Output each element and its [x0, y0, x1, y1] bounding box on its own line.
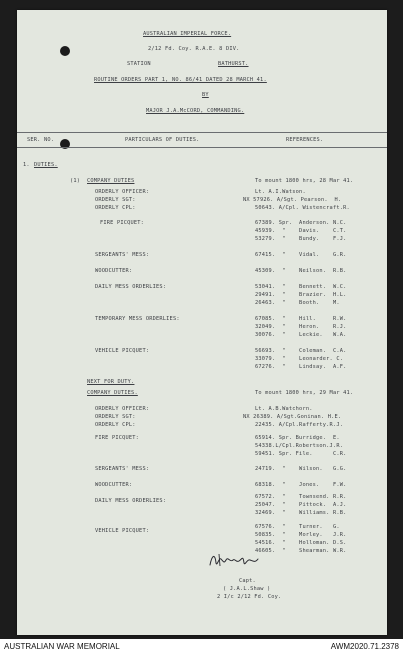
- orderly-cpl-label: ORDERLY CPL:: [95, 205, 136, 211]
- orderly-cpl-value-2: 22435. A/Cpl.Rafferty.R.J.: [255, 422, 344, 428]
- woodcutter-label: WOODCUTTER:: [95, 268, 133, 274]
- sergeants-mess-label: SERGEANTS' MESS:: [95, 252, 150, 258]
- list-item: 32469. " Williams. R.B.: [255, 510, 347, 516]
- station-value: BATHURST.: [218, 61, 249, 67]
- signature-rank: Capt.: [239, 578, 256, 584]
- orderly-sgt-value-2: NX 26389. A/Sgt.Goninan. H.E.: [243, 414, 342, 420]
- orderly-cpl-label-2: ORDERLY CPL:: [95, 422, 136, 428]
- daily-mess-label: DAILY MESS ORDERLIES:: [95, 284, 167, 290]
- header-unit: 2/12 Fd. Coy. R.A.E. 8 DIV.: [148, 46, 240, 52]
- list-item: 26463. " Booth. M.: [255, 300, 340, 306]
- orderly-officer-label: ORDERLY OFFICER:: [95, 189, 150, 195]
- column-header-rule-top: [17, 132, 387, 133]
- vehicle-picquet-label-2: VEHICLE PICQUET:: [95, 528, 150, 534]
- company-duties-heading-2: COMPANY DUTIES.: [87, 390, 138, 396]
- woodcutter-value-2: 68318. " Jones. F.W.: [255, 482, 347, 488]
- list-item: 67572. " Townsend. R.R.: [255, 494, 347, 500]
- list-item: 25047. " Pittock. A.J.: [255, 502, 347, 508]
- mount-time-2: To mount 1800 hrs, 29 Mar 41.: [255, 390, 354, 396]
- punch-hole-top: [60, 46, 70, 56]
- daily-mess-label-2: DAILY MESS ORDERLIES:: [95, 498, 167, 504]
- list-item: 67085. " Hill. R.W.: [255, 316, 347, 322]
- sergeants-mess-value-2: 24719. " Wilson. G.G.: [255, 466, 347, 472]
- signature-unit: 2 I/c 2/12 Fd. Coy.: [217, 594, 282, 600]
- signature-name: ( J.A.L.Shaw ): [223, 586, 271, 592]
- mount-time: To mount 1800 hrs, 28 Mar 41.: [255, 178, 354, 184]
- sergeants-mess-value: 67415. " Vidal. G.R.: [255, 252, 347, 258]
- list-item: 32049. " Heron. R.J.: [255, 324, 347, 330]
- by-label: BY: [202, 92, 209, 98]
- list-item: 46605. " Shearman. W.R.: [255, 548, 347, 554]
- woodcutter-label-2: WOODCUTTER:: [95, 482, 133, 488]
- archive-footer: [0, 639, 403, 653]
- section-title: DUTIES.: [34, 162, 58, 168]
- list-item: 30076. " Leckie. W.A.: [255, 332, 347, 338]
- list-item: 54338.L/Cpl.Robertson.J.R.: [255, 443, 344, 449]
- orderly-sgt-value: NX 57926. A/Sgt. Pearson. H.: [243, 197, 342, 203]
- header-title: AUSTRALIAN IMPERIAL FORCE.: [143, 31, 232, 37]
- footer-accession-number: AWM2020.71.2378: [330, 642, 399, 651]
- document-page: [17, 10, 387, 635]
- next-for-duty-heading: NEXT FOR DUTY.: [87, 379, 135, 385]
- fire-picquet-label-2: FIRE PICQUET:: [95, 435, 140, 441]
- list-item: 65914. Spr. Burridge. E.: [255, 435, 340, 441]
- list-item: 53279. " Bundy. F.J.: [255, 236, 347, 242]
- station-label: STATION: [127, 61, 151, 67]
- list-item: 56693. " Coleman. C.A.: [255, 348, 347, 354]
- temporary-mess-label: TEMPORARY MESS ORDERLIES:: [95, 316, 180, 322]
- list-item: 54516. " Holloman. D.S.: [255, 540, 347, 546]
- list-item: 29491. " Brazier. H.L.: [255, 292, 347, 298]
- orderly-sgt-label-2: ORDERLY SGT:: [95, 414, 136, 420]
- list-item: 67276. " Lindsay. A.F.: [255, 364, 347, 370]
- column-particulars: PARTICULARS OF DUTIES.: [125, 137, 200, 143]
- woodcutter-value: 45309. " Neilson. R.B.: [255, 268, 347, 274]
- list-item: 33079. " Leonarder. C.: [255, 356, 344, 362]
- list-item: 67576. " Turner. G.: [255, 524, 340, 530]
- subsection-number: (1): [70, 178, 81, 184]
- handwritten-signature: [206, 551, 266, 569]
- orderly-cpl-value: 50643. A/Cpl. Wistencraft.R.: [255, 205, 350, 211]
- list-item: 53041. " Bennett. W.C.: [255, 284, 347, 290]
- orderly-officer-label-2: ORDERLY OFFICER:: [95, 406, 150, 412]
- commanding-officer: MAJOR J.A.McCORD, COMMANDING.: [146, 108, 245, 114]
- orderly-sgt-label: ORDERLY SGT:: [95, 197, 136, 203]
- vehicle-picquet-label: VEHICLE PICQUET:: [95, 348, 150, 354]
- company-duties-heading: COMPANY DUTIES: [87, 178, 135, 184]
- fire-picquet-label: FIRE PICQUET:: [100, 220, 145, 226]
- orders-title: ROUTINE ORDERS PART 1, NO. 86/41 DATED 28 MARCH 41.: [94, 77, 267, 83]
- section-number: 1.: [23, 162, 30, 168]
- column-ser-no: SER. NO.: [27, 137, 55, 143]
- list-item: 67389. Spr. Anderson. N.C.: [255, 220, 347, 226]
- list-item: 45939. " Davis. C.T.: [255, 228, 347, 234]
- column-references: REFERENCES.: [286, 137, 324, 143]
- footer-institution: AUSTRALIAN WAR MEMORIAL: [4, 642, 120, 651]
- list-item: 59451. Spr. File. C.R.: [255, 451, 347, 457]
- column-header-rule-bottom: [17, 147, 387, 148]
- sergeants-mess-label-2: SERGEANTS' MESS:: [95, 466, 150, 472]
- list-item: 50835. " Morley. J.R.: [255, 532, 347, 538]
- orderly-officer-value-2: Lt. A.B.Watchorn.: [255, 406, 313, 412]
- orderly-officer-value: Lt. A.I.Watson.: [255, 189, 306, 195]
